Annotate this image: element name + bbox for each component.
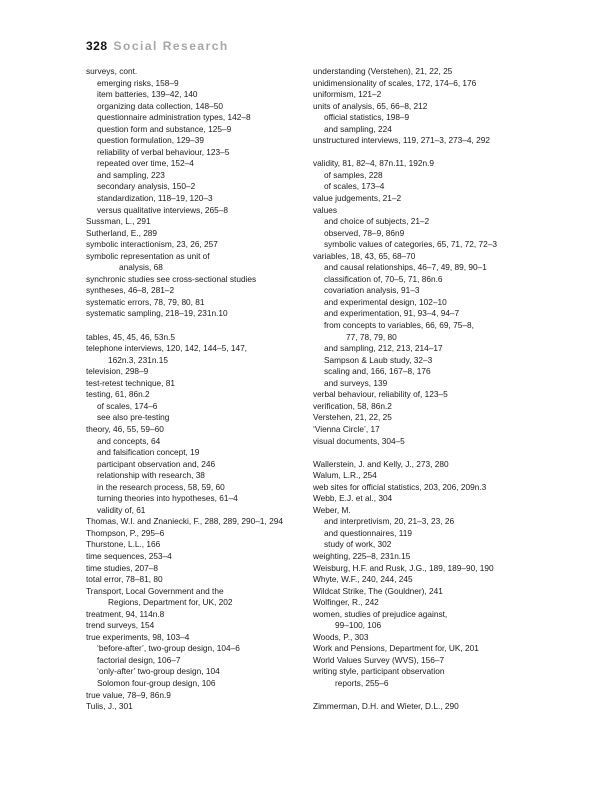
index-entry: true value, 78–9, 86n.9	[86, 689, 171, 700]
index-subentry: factorial design, 106–7	[97, 654, 181, 665]
index-entry: Thompson, P., 295–6	[86, 527, 165, 538]
index-subentry: Sampson & Laub study, 32–3	[324, 354, 433, 365]
section-gap	[313, 147, 573, 159]
index-entry: units of analysis, 65, 66–8, 212	[313, 100, 428, 111]
index-subentry: 162n.3, 231n.15	[108, 354, 168, 365]
index-entry: Zimmerman, D.H. and Wieter, D.L., 290	[313, 701, 459, 712]
index-subentry: ‘before-after’, two-group design, 104–6	[97, 643, 240, 654]
index-subentry: participant observation and, 246	[97, 458, 216, 469]
index-subentry: official statistics, 198–9	[324, 112, 410, 123]
index-entry: Weisburg, H.F. and Rusk, J.G., 189, 189–90, 190	[313, 562, 494, 573]
page-number: 328	[86, 39, 108, 53]
index-entry: syntheses, 46–8, 281–2	[86, 285, 175, 296]
running-header	[86, 39, 229, 53]
index-entry: verification, 58, 86n.2	[313, 400, 392, 411]
index-subentry: and experimental design, 102–10	[324, 296, 447, 307]
index-subentry: ‘only-after’ two-group design, 104	[97, 666, 220, 677]
section-gap	[313, 447, 573, 459]
index-column-right	[313, 66, 573, 713]
index-entry: Transport, Local Government and the	[86, 585, 224, 596]
index-entry: validity, 81, 82–4, 87n.11, 192n.9	[313, 158, 435, 169]
index-entry: web sites for official statistics, 203, 206, 209n.3	[313, 481, 487, 492]
index-subentry: relationship with research, 38	[97, 470, 205, 481]
index-entry: television, 298–9	[86, 366, 149, 377]
index-entry: writing style, participant observation	[313, 666, 445, 677]
index-subentry: organizing data collection, 148–50	[97, 100, 223, 111]
index-subentry: versus qualitative interviews, 265–8	[97, 204, 228, 215]
index-subentry: observed, 78–9, 86n9	[324, 227, 405, 238]
index-entry: Verstehen, 21, 22, 25	[313, 412, 392, 423]
index-entry: women, studies of prejudice against,	[313, 608, 448, 619]
index-entry: test-retest technique, 81	[86, 377, 176, 388]
index-entry: variables, 18, 43, 65, 68–70	[313, 250, 416, 261]
index-subentry: of samples, 228	[324, 169, 383, 180]
book-title: Social Research	[113, 39, 229, 53]
index-entry: World Values Survey (WVS), 156–7	[313, 654, 445, 665]
index-entry: uniformism, 121–2	[313, 89, 382, 100]
index-subentry: Solomon four-group design, 106	[97, 677, 216, 688]
index-entry: Wildcat Strike, The (Gouldner), 241	[313, 585, 443, 596]
index-subentry: covariation analysis, 91–3	[324, 285, 420, 296]
index-entry: theory, 46, 55, 59–60	[86, 423, 164, 434]
index-subentry: and sampling, 223	[97, 169, 165, 180]
index-entry: symbolic interactionism, 23, 26, 257	[86, 239, 218, 250]
index-entry: Work and Pensions, Department for, UK, 201	[313, 643, 479, 654]
index-subentry: from concepts to variables, 66, 69, 75–8,	[324, 320, 474, 331]
index-entry: unidimensionality of scales, 172, 174–6, 176	[313, 77, 477, 88]
index-subentry: and falsification concept, 19	[97, 447, 200, 458]
index-subentry: study of work, 302	[324, 539, 392, 550]
index-subentry: turning theories into hypotheses, 61–4	[97, 493, 238, 504]
index-entry: Thurstone, L.L., 166	[86, 539, 161, 550]
index-entry: Webb, E.J. et al., 304	[313, 493, 393, 504]
index-entry: visual documents, 304–5	[313, 435, 405, 446]
index-entry: value judgements, 21–2	[313, 193, 402, 204]
index-subentry: validity of, 61	[97, 504, 146, 515]
index-entry: verbal behaviour, reliability of, 123–5	[313, 389, 448, 400]
index-subentry: in the research process, 58, 59, 60	[97, 481, 225, 492]
index-entry: Sutherland, E., 289	[86, 227, 158, 238]
index-entry: total error, 78–81, 80	[86, 574, 163, 585]
index-entry: Sussman, L., 291	[86, 216, 151, 227]
index-entry: ‘Vienna Circle’, 17	[313, 423, 380, 434]
section-gap	[86, 320, 312, 332]
index-subentry: classification of, 70–5, 71, 86n.6	[324, 273, 443, 284]
index-subentry: and interpretivism, 20, 21–3, 23, 26	[324, 516, 455, 527]
index-entry: systematic sampling, 218–19, 231n.10	[86, 308, 228, 319]
index-entry: time studies, 207–8	[86, 562, 158, 573]
index-entry: surveys, cont.	[86, 66, 138, 76]
index-entry: Wallerstein, J. and Kelly, J., 273, 280	[313, 458, 449, 469]
index-subentry: and experimentation, 91, 93–4, 94–7	[324, 308, 460, 319]
index-entry: unstructured interviews, 119, 271–3, 273–4, 292	[313, 135, 490, 146]
index-subentry: analysis, 68	[119, 262, 163, 273]
index-subentry: secondary analysis, 150–2	[97, 181, 196, 192]
index-entry: Wolfinger, R., 242	[313, 597, 379, 608]
index-entry: understanding (Verstehen), 21, 22, 25	[313, 66, 453, 76]
index-subentry: and causal relationships, 46–7, 49, 89, 90–1	[324, 262, 487, 273]
index-entry: trend surveys, 154	[86, 620, 155, 631]
index-subentry: and surveys, 139	[324, 377, 388, 388]
index-entry: true experiments, 98, 103–4	[86, 631, 190, 642]
index-subentry: and concepts, 64	[97, 435, 161, 446]
section-gap	[313, 690, 573, 702]
index-subentry: and sampling, 224	[324, 123, 392, 134]
index-entry: time sequences, 253–4	[86, 550, 172, 561]
index-entry: Tulis, J., 301	[86, 701, 133, 712]
index-subentry: question form and substance, 125–9	[97, 123, 232, 134]
index-entry: weighting, 225–8, 231n.15	[313, 550, 411, 561]
index-subentry: 99–100, 106	[335, 620, 382, 631]
index-entry: Woods, P., 303	[313, 631, 369, 642]
index-entry: systematic errors, 78, 79, 80, 81	[86, 296, 205, 307]
index-entry: testing, 61, 86n.2	[86, 389, 150, 400]
index-subentry: of scales, 174–6	[97, 400, 158, 411]
index-entry: treatment, 94, 114n.8	[86, 608, 165, 619]
index-entry: Walum, L.R., 254	[313, 470, 377, 481]
index-subentry: and choice of subjects, 21–2	[324, 216, 430, 227]
index-subentry: item batteries, 139–42, 140	[97, 89, 198, 100]
index-subentry: symbolic values of categories, 65, 71, 72, 72–3	[324, 239, 497, 250]
index-subentry: questionnaire administration types, 142–8	[97, 112, 251, 123]
index-subentry: reliability of verbal behaviour, 123–5	[97, 146, 230, 157]
index-entry: telephone interviews, 120, 142, 144–5, 147,	[86, 343, 247, 354]
index-subentry: emerging risks, 158–9	[97, 77, 179, 88]
index-subentry: 77, 78, 79, 80	[346, 331, 397, 342]
index-subentry: Regions, Department for, UK, 202	[108, 597, 233, 608]
index-entry: synchronic studies see cross-sectional studies	[86, 273, 257, 284]
index-subentry: and questionnaires, 119	[324, 527, 412, 538]
index-subentry: of scales, 173–4	[324, 181, 385, 192]
index-subentry: scaling and, 166, 167–8, 176	[324, 366, 431, 377]
index-subentry: and sampling, 212, 213, 214–17	[324, 343, 443, 354]
index-subentry: reports, 255–6	[335, 677, 389, 688]
index-entry: symbolic representation as unit of	[86, 250, 210, 261]
index-entry: tables, 45, 45, 46, 53n.5	[86, 331, 176, 342]
index-entry: values	[313, 204, 337, 215]
index-subentry: see also pre-testing	[97, 412, 170, 423]
index-subentry: question formulation, 129–39	[97, 135, 205, 146]
index-subentry: repeated over time, 152–4	[97, 158, 194, 169]
index-entry: Weber, M.	[313, 504, 351, 515]
index-subentry: standardization, 118–19, 120–3	[97, 193, 213, 204]
index-column-left	[86, 66, 312, 713]
index-entry: Whyte, W.F., 240, 244, 245	[313, 574, 413, 585]
index-entry: Thomas, W.I. and Znaniecki, F., 288, 289, 290–1, 294	[86, 516, 283, 527]
